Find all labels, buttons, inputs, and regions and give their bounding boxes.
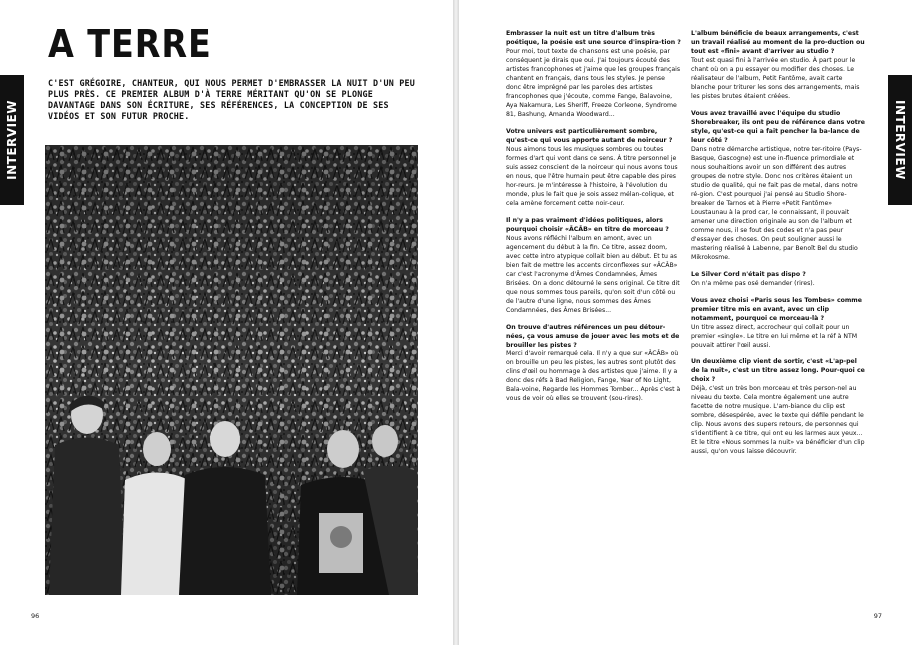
- qa-block: [691, 30, 866, 102]
- answer: Déjà, c'est un très bon morceau et très person-nel au niveau du texte. Cela montre également une autre facette de notre musique. L'am-biance du clip est sombre, désespérée, avec le texte qui défile pendant le clip. Nous avons des supers retours, de personnes qui s'identifient à ce titre, qui ont eu les larmes aux yeux... Et le titre «Nous sommes la nuit» va bénéficier d'un clip aussi, qu'on vous laisse découvrir.: [691, 385, 865, 456]
- section-tab-right: [888, 75, 912, 205]
- qa-block: [691, 110, 866, 263]
- interview-column-1: [506, 30, 681, 412]
- question: Un deuxième clip vient de sortir, c'est «L'ap-pel de la nuit», c'est un titre assez long. Pour-quoi ce choix ?: [691, 358, 865, 384]
- question: Votre univers est particulièrement sombre, qu'est-ce qui vous apporte autant de noirceur ?: [506, 127, 673, 144]
- qa-block: [691, 271, 866, 289]
- answer: On n'a même pas osé demander (rires).: [691, 279, 815, 287]
- qa-block: [691, 358, 866, 457]
- answer: Dans notre démarche artistique, notre ter-ritoire (Pays-Basque, Gascogne) est une in-fluence primordiale et nous souhaitions avoir un son différent des autres groupes de notre style. Donc nos critères étaient un studio de qualité, qui ne fait pas de metal, dans notre ré-gion. C'est pourquoi j'ai pensé au Studio Shore-breaker de Tarnos et à Pierre «Petit Fantôme» Loustaunau à la prod car, le connaissant, il pouvait amener une direction originale au son de l'album et comme nous, il se fout des codes et n'a pas peur d'essayer des choses. On peut souligner aussi le mastering réalisé à Labenne, par Benoît Bel du studio Mikrokosme.: [691, 145, 862, 261]
- section-tab-left: [0, 75, 24, 205]
- section-label-left: INTERVIEW: [5, 100, 19, 180]
- answer: Nous aimons tous les musiques sombres ou toutes formes d'art qui vont dans ce sens. À titre personnel je suis assez conscient de la noirceur qui nous avons tous en nous, que l'être humain peut être capable des pires hor-reurs. Je m'intéresse à l'histoire, à l'évolution du monde, plus le fait que je sois assez mélan-colique, et cela amène forcement cette noir-ceur.: [506, 145, 678, 207]
- page-number-right: 97: [873, 612, 882, 620]
- answer: Un titre assez direct, accrocheur qui collait pour un premier «single». Le titre en lui même et la réf à NTM pouvait attirer l'œil aussi.: [691, 323, 858, 349]
- answer: Merci d'avoir remarqué cela. Il n'y a que sur «ÂCÂB» où on brouille un peu les pistes, les autres sont plutôt des clins d'œil ou hommage à des artistes que j'aime. Il y a donc des réfs à Bad Religion, Fange, Year of No Light, Bala-voine, Regarde les Hommes Tomber... Après c'est à vous de voir où elles se trouvent (sou-rires).: [506, 350, 681, 403]
- right-page: [459, 0, 912, 645]
- section-label-right: INTERVIEW: [893, 100, 907, 180]
- qa-block: [506, 324, 681, 405]
- article-title: A TERRE: [48, 22, 212, 66]
- left-page: [0, 0, 453, 645]
- question: Vous avez choisi «Paris sous les Tombes» comme premier titre mis en avant, avec un clip notamment, pourquoi ce morceau-là ?: [691, 296, 862, 322]
- answer: Tout est quasi fini à l'arrivée en studio. À part pour le chant où on a pu essayer ou modifier des choses. Le réalisateur de l'album, Petit Fantôme, avait carte blanche pour triturer les sons des arrangements, mais les pistes brutes étaient créées.: [691, 56, 860, 100]
- qa-block: [506, 217, 681, 316]
- interview-column-2: [691, 30, 866, 465]
- question: Le Silver Cord n'était pas dispo ?: [691, 270, 806, 278]
- question: Vous avez travaillé avec l'équipe du studio Shorebreaker, ils ont peu de référence dans votre style, qu'est-ce qui a fait pencher la ba-lance de leur côté ?: [691, 109, 865, 144]
- question: L'album bénéficie de beaux arrangements, c'est un travail réalisé au moment de la pro-duction ou tout est «fini» avant d'arriver au studio ?: [691, 30, 865, 55]
- question: Il n'y a pas vraiment d'idées politiques, alors pourquoi choisir «ÂCÂB» en titre de morceau ?: [506, 216, 669, 233]
- page-number-left: 96: [31, 612, 40, 620]
- question: Embrasser la nuit est un titre d'album très poétique, la poésie est une source d'inspira-tion ?: [506, 30, 681, 46]
- answer: Nous avons réfléchi l'album en amont, avec un agencement du début à la fin. Ce titre, assez doom, avec cette intro atypique collait bien au début. Et tu as bien fait de mettre les accents circonflexes sur «ÂCÂB» car c'est l'acronyme d'Âmes Condamnées, Âmes Brisées. On a donc détourné le sens original. Ce titre dit que nous sommes tous pareils, qu'on soit d'un côté ou de l'autre d'une ligne, nous sommes des Âmes Condamnées, des Âmes Brisées...: [506, 234, 680, 314]
- answer: Pour moi, tout texte de chansons est une poésie, par conséquent je dirais que oui. J'ai toujours écouté des artistes francophones et j'aime que les groupes français chantent en français, dans tous les styles. Je pense donc être imprégné par les paroles des artistes francophones que j'écoute, comme Fange, Balavoine, Aya Nakamura, Les Sheriff, Freeze Corleone, Syndrome 81, Bashung, Amanda Woodward...: [506, 47, 681, 118]
- qa-block: [691, 297, 866, 351]
- question: On trouve d'autres références un peu détour-nées, ça vous amuse de jouer avec les mots et de brouiller les pistes ?: [506, 323, 680, 349]
- band-photo: [45, 145, 418, 595]
- qa-block: [506, 30, 681, 120]
- article-intro: C'EST GRÉGOIRE, CHANTEUR, QUI NOUS PERMET D'EMBRASSER LA NUIT D'UN PEU PLUS PRÈS. CE PREMIER ALBUM D'À TERRE MÉRITANT QU'ON SE PLONGE DAVANTAGE DANS SON ÉCRITURE, SES RÉFÉRENCES, LA CONCEPTION DE SES VIDÉOS ET SON FUTUR PROCHE.: [48, 78, 415, 122]
- qa-block: [506, 128, 681, 209]
